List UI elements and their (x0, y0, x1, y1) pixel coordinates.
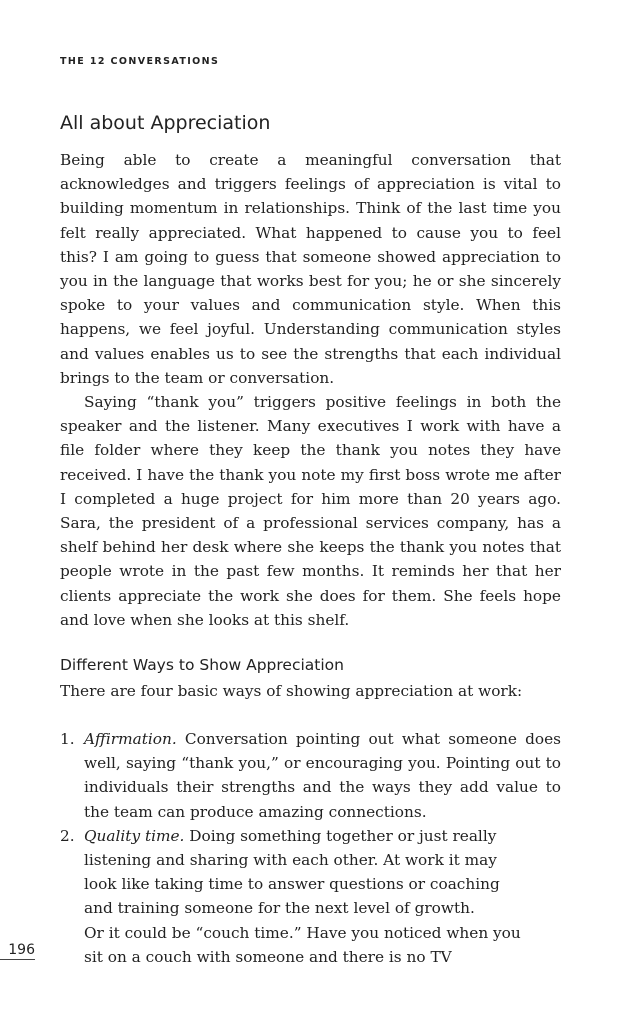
paragraph-thank-you: Saying “thank you” triggers positive feelings in both the speaker and the listener. Many executives I work with have a file folder where they keep the thank you notes they have received. I have the thank you note my first boss wrote me after I completed a huge project for him more than 20 years ago. Sara, the president of a professional services company, has a shelf behind her desk where she keeps the thank you notes that people wrote in the past few months. It reminds her that her clients appreciate the work she does for them. She feels hope and love when she looks at this shelf. (60, 393, 561, 629)
list-text: Conversation pointing out what someone does well, saying “thank you,” or encouraging you. Pointing out to individuals their strengths and the ways they add value to the team can produce amazing connections. (84, 730, 561, 821)
running-head: THE 12 CONVERSATIONS (60, 56, 220, 67)
list-number: 1. (60, 730, 75, 748)
list-term: Quality time. (84, 826, 185, 845)
list-intro: There are four basic ways of showing appreciation at work: (60, 682, 523, 700)
body-text (60, 148, 561, 632)
list-text: Doing something together or just really listening and sharing with each other. At work it may look like taking time to answer questions or coaching and training someone for the next level of growth. (84, 826, 500, 918)
list-item (60, 727, 561, 824)
section-title: All about Appreciation (60, 112, 271, 134)
subheading: Different Ways to Show Appreciation (60, 656, 344, 674)
paragraph-intro: Being able to create a meaningful conversation that acknowledges and triggers feelings of appreciation is vital to building momentum in relationships. Think of the last time you felt really appreciated. What happened to cause you to feel this? I am going to guess that someone showed appreciation to you in the language that works best for you; he or she sincerely spoke to your values and communication style. When this happens, we feel joyful. Understanding communication styles and values enables us to see the strengths that each individual brings to the team or conversation. (60, 151, 561, 387)
page-number: 196 (0, 941, 35, 960)
list-item (60, 824, 561, 969)
list-number: 2. (60, 826, 75, 845)
list-intro-block (60, 679, 561, 703)
list-term: Affirmation. (84, 730, 177, 748)
appreciation-ways-list (60, 727, 561, 969)
list-continuation: Or it could be “couch time.” Have you noticed when you sit on a couch with someone and there is no TV (84, 923, 521, 966)
